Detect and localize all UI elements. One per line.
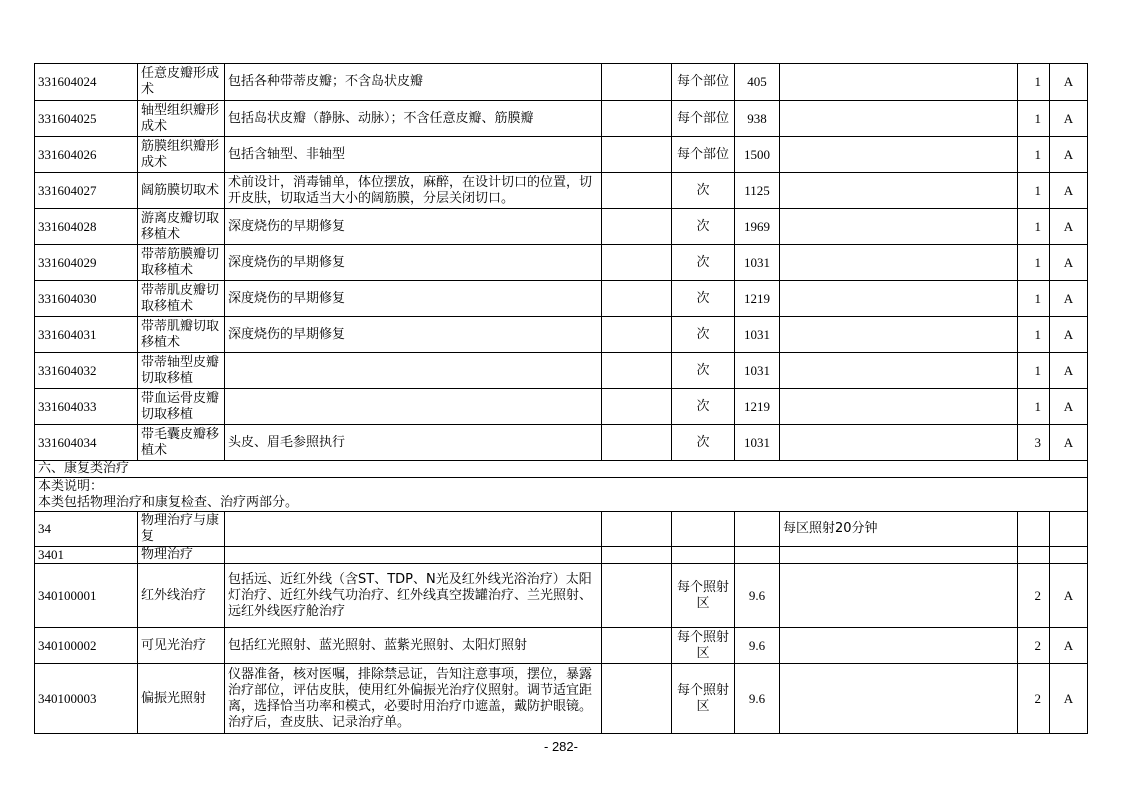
item-price: 1031: [735, 425, 780, 461]
item-price: 1031: [735, 245, 780, 281]
item-price: 405: [735, 64, 780, 101]
item-unit: 每个照射区: [672, 664, 735, 734]
item-class: A: [1050, 101, 1088, 137]
item-price: 1125: [735, 173, 780, 209]
item-code: 331604032: [35, 353, 138, 389]
subcategory-name: 物理治疗: [138, 547, 225, 564]
item-category: 1: [1018, 317, 1050, 353]
item-class: A: [1050, 564, 1088, 628]
item-code: 331604029: [35, 245, 138, 281]
item-price: 1031: [735, 353, 780, 389]
table-row: [35, 425, 1088, 461]
item-note: [780, 173, 1018, 209]
item-class: A: [1050, 389, 1088, 425]
item-note: [780, 389, 1018, 425]
item-name: 筋膜组织瓣形成术: [138, 137, 225, 173]
item-unit: 次: [672, 425, 735, 461]
item-price: 1031: [735, 317, 780, 353]
item-note: [780, 245, 1018, 281]
item-code: 331604027: [35, 173, 138, 209]
item-note: [780, 425, 1018, 461]
item-class: A: [1050, 137, 1088, 173]
item-unit: 每个照射区: [672, 564, 735, 628]
blank-cell: [602, 101, 672, 137]
item-price: 1219: [735, 281, 780, 317]
item-code: 340100003: [35, 664, 138, 734]
item-unit: 次: [672, 209, 735, 245]
item-name: 带毛囊皮瓣移植术: [138, 425, 225, 461]
item-code: 331604034: [35, 425, 138, 461]
item-price: 1219: [735, 389, 780, 425]
subcategory-row: [35, 547, 1088, 564]
item-note: [780, 64, 1018, 101]
item-content: 包括红光照射、蓝光照射、蓝紫光照射、太阳灯照射: [225, 628, 602, 664]
item-unit: 次: [672, 281, 735, 317]
item-class: A: [1050, 173, 1088, 209]
item-price: 1969: [735, 209, 780, 245]
table-row: [35, 281, 1088, 317]
item-price: 9.6: [735, 664, 780, 734]
item-name: 可见光治疗: [138, 628, 225, 664]
item-class: A: [1050, 245, 1088, 281]
table-row: [35, 209, 1088, 245]
item-category: 3: [1018, 425, 1050, 461]
item-content: [225, 389, 602, 425]
table-row: [35, 173, 1088, 209]
blank-cell: [602, 137, 672, 173]
item-unit: 次: [672, 317, 735, 353]
item-code: 340100002: [35, 628, 138, 664]
section-title: 六、康复类治疗: [35, 461, 1088, 478]
table-row: [35, 101, 1088, 137]
item-content: 仪器准备，核对医嘱，排除禁忌证，告知注意事项，摆位，暴露治疗部位，评估皮肤，使用红外偏振光治疗仪照射。调节适宜距离，选择恰当功率和模式，必要时用治疗巾遮盖，戴防护眼镜。治疗后，查皮肤、记录治疗单。: [225, 664, 602, 734]
item-code: 331604033: [35, 389, 138, 425]
item-note: [780, 317, 1018, 353]
item-note: [780, 209, 1018, 245]
item-name: 带蒂轴型皮瓣切取移植: [138, 353, 225, 389]
item-content: 包括岛状皮瓣（静脉、动脉）；不含任意皮瓣、筋膜瓣: [225, 101, 602, 137]
item-category: 1: [1018, 209, 1050, 245]
item-category: 2: [1018, 664, 1050, 734]
section-note-line2: 本类包括物理治疗和康复检查、治疗两部分。: [38, 494, 299, 510]
item-category: 1: [1018, 353, 1050, 389]
item-content: 深度烧伤的早期修复: [225, 209, 602, 245]
item-note: [780, 664, 1018, 734]
item-class: A: [1050, 353, 1088, 389]
item-content: 深度烧伤的早期修复: [225, 317, 602, 353]
item-code: 331604030: [35, 281, 138, 317]
item-class: A: [1050, 281, 1088, 317]
item-name: 红外线治疗: [138, 564, 225, 628]
item-name: 任意皮瓣形成术: [138, 64, 225, 101]
table-row: [35, 317, 1088, 353]
blank-cell: [602, 425, 672, 461]
section-row: [35, 461, 1088, 478]
item-class: A: [1050, 425, 1088, 461]
item-category: 2: [1018, 628, 1050, 664]
item-content: 术前设计，消毒铺单，体位摆放，麻醉，在设计切口的位置，切开皮肤，切取适当大小的阔筋膜，分层关闭切口。: [225, 173, 602, 209]
item-note: [780, 137, 1018, 173]
section-note-line1: 本类说明：: [38, 478, 104, 494]
subcategory-code: 3401: [35, 547, 138, 564]
item-unit: 次: [672, 389, 735, 425]
item-class: A: [1050, 664, 1088, 734]
item-note: [780, 281, 1018, 317]
category-name: 物理治疗与康复: [138, 512, 225, 547]
item-content: 包括含轴型、非轴型: [225, 137, 602, 173]
item-category: 1: [1018, 389, 1050, 425]
blank-cell: [602, 664, 672, 734]
item-unit: 每个部位: [672, 64, 735, 101]
blank-cell: [602, 389, 672, 425]
table-row: [35, 564, 1088, 628]
item-unit: 每个部位: [672, 137, 735, 173]
table-row: [35, 628, 1088, 664]
item-name: 阔筋膜切取术: [138, 173, 225, 209]
blank-cell: [602, 245, 672, 281]
item-category: 1: [1018, 173, 1050, 209]
item-category: 1: [1018, 281, 1050, 317]
blank-cell: [602, 173, 672, 209]
blank-cell: [602, 564, 672, 628]
item-unit: 次: [672, 245, 735, 281]
item-note: [780, 628, 1018, 664]
blank-cell: [602, 628, 672, 664]
page-number: - 282-: [544, 739, 578, 754]
item-code: 331604031: [35, 317, 138, 353]
price-table: [34, 63, 1088, 734]
item-code: 331604028: [35, 209, 138, 245]
table-row: [35, 389, 1088, 425]
blank-cell: [602, 209, 672, 245]
table-row: [35, 245, 1088, 281]
item-unit: 每个照射区: [672, 628, 735, 664]
item-content: [225, 353, 602, 389]
item-price: 938: [735, 101, 780, 137]
item-code: 331604026: [35, 137, 138, 173]
item-class: A: [1050, 317, 1088, 353]
item-name: 带蒂筋膜瓣切取移植术: [138, 245, 225, 281]
item-class: A: [1050, 628, 1088, 664]
item-unit: 次: [672, 353, 735, 389]
item-category: 1: [1018, 64, 1050, 101]
blank-cell: [602, 281, 672, 317]
item-class: A: [1050, 209, 1088, 245]
item-category: 1: [1018, 137, 1050, 173]
item-class: A: [1050, 64, 1088, 101]
item-category: 1: [1018, 101, 1050, 137]
table-row: [35, 64, 1088, 101]
table-row: [35, 353, 1088, 389]
item-name: 带蒂肌瓣切取移植术: [138, 317, 225, 353]
item-price: 9.6: [735, 628, 780, 664]
item-unit: 次: [672, 173, 735, 209]
item-category: 1: [1018, 245, 1050, 281]
item-name: 带血运骨皮瓣切取移植: [138, 389, 225, 425]
item-content: 包括远、近红外线（含ST、TDP、N光及红外线光浴治疗）太阳灯治疗、近红外线气功治疗、红外线真空拨罐治疗、兰光照射、远红外线医疗舱治疗: [225, 564, 602, 628]
category-code: 34: [35, 512, 138, 547]
table-row: [35, 137, 1088, 173]
item-name: 带蒂肌皮瓣切取移植术: [138, 281, 225, 317]
item-unit: 每个部位: [672, 101, 735, 137]
item-note: [780, 353, 1018, 389]
section-note: [35, 478, 1088, 512]
blank-cell: [602, 353, 672, 389]
item-price: 9.6: [735, 564, 780, 628]
item-content: 包括各种带蒂皮瓣；不含岛状皮瓣: [225, 64, 602, 101]
item-content: 深度烧伤的早期修复: [225, 281, 602, 317]
item-name: 轴型组织瓣形成术: [138, 101, 225, 137]
category-row: [35, 512, 1088, 547]
blank-cell: [602, 64, 672, 101]
item-note: [780, 101, 1018, 137]
item-content: 深度烧伤的早期修复: [225, 245, 602, 281]
blank-cell: [602, 317, 672, 353]
item-note: [780, 564, 1018, 628]
item-content: 头皮、眉毛参照执行: [225, 425, 602, 461]
item-category: 2: [1018, 564, 1050, 628]
category-note: 每区照射20分钟: [780, 512, 1018, 547]
item-code: 340100001: [35, 564, 138, 628]
section-note-row: [35, 478, 1088, 512]
item-name: 游离皮瓣切取移植术: [138, 209, 225, 245]
table-row: [35, 664, 1088, 734]
item-name: 偏振光照射: [138, 664, 225, 734]
item-price: 1500: [735, 137, 780, 173]
item-code: 331604025: [35, 101, 138, 137]
item-code: 331604024: [35, 64, 138, 101]
